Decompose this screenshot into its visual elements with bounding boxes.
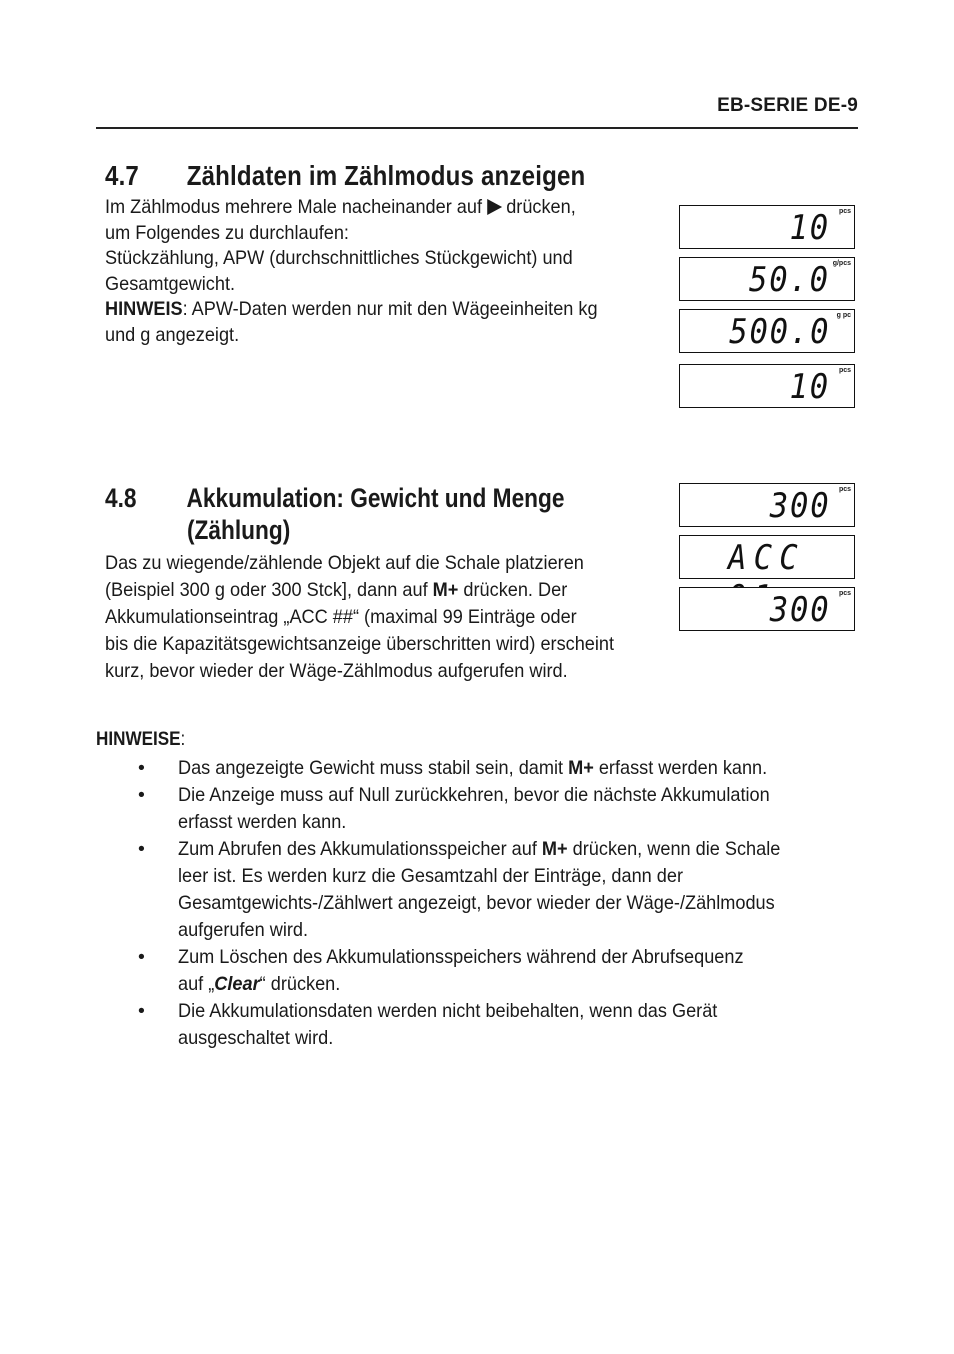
page-header-label: EB-SERIE DE-9: [717, 95, 858, 116]
lcd-display-accum-1: [679, 483, 855, 527]
bullet: •: [138, 757, 145, 779]
clear-key-label: Clear: [214, 973, 260, 995]
lcd-value: 300: [769, 590, 830, 630]
section-4-8-heading-cont: (Zählung): [187, 515, 291, 545]
section-4-7-title: Zähldaten im Zählmodus anzeigen: [186, 160, 586, 191]
list-item-text: [178, 944, 846, 998]
body-text: um Folgendes zu durchlaufen:: [105, 221, 349, 244]
section-4-7-heading: [105, 160, 585, 192]
section-4-8-title: Akkumulation: Gewicht und Menge: [186, 483, 565, 513]
lcd-display-accum-2: [679, 587, 855, 631]
body-text: auf „: [178, 973, 215, 995]
list-item-text: [178, 836, 846, 944]
body-text: Stückzählung, APW (durchschnittliches Stückgewicht) und: [105, 247, 573, 269]
body-text: Das zu wiegende/zählende Objekt auf die Schale platzieren: [105, 552, 584, 574]
body-text: Zum Löschen des Akkumulationsspeichers während der Abrufsequenz: [178, 946, 744, 968]
section-4-8-number: 4.8: [105, 483, 137, 513]
right-arrow-key-icon: [488, 199, 503, 215]
body-text: (Beispiel 300 g oder 300 Stck], dann auf: [105, 579, 428, 601]
lcd-unit: pcs: [838, 367, 851, 374]
body-text: Gesamtgewichts-/Zählwert angezeigt, bevor wieder der Wäge-/Zählmodus: [178, 892, 775, 914]
list-item: [96, 836, 896, 944]
lcd-value: 500.0: [728, 312, 830, 352]
list-item-text: [178, 755, 846, 782]
body-text: drücken,: [506, 196, 576, 218]
list-item-text: [178, 782, 846, 836]
body-text: leer ist. Es werden kurz die Gesamtzahl der Einträge, dann der: [178, 865, 684, 887]
body-text: Gesamtgewicht.: [105, 272, 236, 295]
body-text: Im Zählmodus mehrere Male nacheinander auf: [105, 196, 483, 218]
lcd-unit: g pc: [836, 312, 851, 319]
body-text: erfasst werden kann.: [178, 811, 347, 833]
section-4-7-body: [105, 195, 598, 348]
body-text: Das angezeigte Gewicht muss stabil sein, damit: [178, 757, 564, 779]
lcd-value: 300: [769, 486, 830, 526]
lcd-display-acc-entry: [679, 535, 855, 579]
body-text: kurz, bevor wieder der Wäge-Zählmodus aufgerufen wird.: [105, 660, 568, 682]
bullet: •: [138, 946, 145, 968]
notes-title-colon: :: [180, 729, 186, 750]
body-text: drücken. Der: [463, 579, 568, 601]
section-4-8-heading: [105, 483, 565, 514]
body-text: ausgeschaltet wird.: [178, 1027, 334, 1049]
lcd-display-piece-count-repeat: [679, 364, 855, 408]
list-item-text: [178, 998, 846, 1052]
lcd-unit: pcs: [838, 486, 851, 493]
m-plus-key-label: M+: [568, 757, 594, 779]
body-text: aufgerufen wird.: [178, 919, 309, 941]
lcd-value: 10: [789, 208, 830, 248]
m-plus-key-label: M+: [432, 579, 459, 601]
note-label: HINWEIS: [105, 298, 183, 320]
lcd-value: 10: [789, 367, 830, 407]
header-rule: [96, 127, 858, 129]
body-text: Die Akkumulationsdaten werden nicht beibehalten, wenn das Gerät: [178, 1000, 718, 1022]
notes-title-text: HINWEISE: [96, 729, 181, 750]
notes-list: [96, 755, 896, 1052]
m-plus-key-label: M+: [541, 838, 568, 860]
section-4-7-number: 4.7: [105, 160, 139, 191]
body-text: : APW-Daten werden nur mit den Wägeeinheiten kg: [182, 298, 598, 320]
bullet: •: [138, 1000, 145, 1022]
list-item: [96, 755, 896, 782]
lcd-value: 50.0: [749, 260, 830, 300]
bullet: •: [138, 784, 145, 806]
body-text: erfasst werden kann.: [598, 757, 768, 779]
lcd-unit: pcs: [838, 208, 851, 215]
body-text: und g angezeigt.: [105, 323, 240, 346]
list-item: [96, 998, 896, 1052]
lcd-display-apw: [679, 257, 855, 301]
body-text: Zum Abrufen des Akkumulationsspeicher auf: [178, 838, 537, 860]
body-text: drücken, wenn die Schale: [572, 838, 781, 860]
lcd-unit: g/pcs: [832, 260, 851, 267]
list-item: [96, 782, 896, 836]
lcd-display-piece-count: [679, 205, 855, 249]
body-text: Die Anzeige muss auf Null zurückkehren, bevor die nächste Akkumulation: [178, 784, 770, 806]
section-4-8-body: [105, 550, 614, 685]
body-text: Akkumulationseintrag „ACC ##“ (maximal 99 Einträge oder: [105, 606, 577, 628]
list-item: [96, 944, 896, 998]
bullet: •: [138, 838, 145, 860]
notes-title: [96, 729, 185, 751]
lcd-value: ACC: [728, 538, 805, 578]
body-text: bis die Kapazitätsgewichtsanzeige überschritten wird) erscheint: [105, 633, 615, 655]
lcd-unit: pcs: [838, 590, 851, 597]
body-text: “ drücken.: [259, 973, 341, 995]
lcd-display-total-weight: [679, 309, 855, 353]
